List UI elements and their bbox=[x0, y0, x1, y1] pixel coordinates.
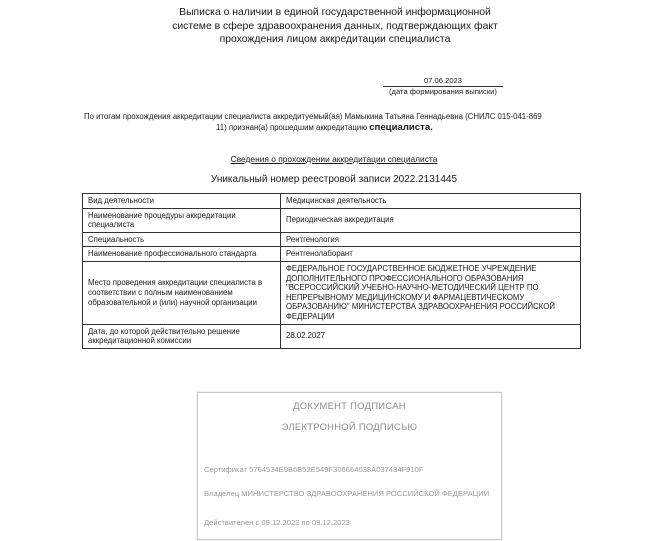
electronic-signature-stamp bbox=[197, 392, 502, 540]
intro-paragraph bbox=[84, 112, 584, 133]
row-label: Место проведения аккредитации специалиста в соответствии с полным наименованием образовательной и (или) научной организации bbox=[83, 261, 281, 324]
row-value: 28.02.2027 bbox=[281, 324, 581, 348]
intro-specialist-word: специалиста. bbox=[369, 121, 433, 133]
table-row bbox=[83, 261, 581, 324]
signature-validity: Действителен с 09.12.2022 по 09.12.2023 bbox=[204, 518, 350, 527]
row-value: Периодическая аккредитация bbox=[281, 208, 581, 232]
accreditation-table bbox=[82, 193, 581, 349]
row-value: ФЕДЕРАЛЬНОЕ ГОСУДАРСТВЕННОЕ БЮДЖЕТНОЕ УЧРЕЖДЕНИЕ ДОПОЛНИТЕЛЬНОГО ПРОФЕССИОНАЛЬНОГО ОБРАЗОВАНИЯ "ВСЕРОССИЙСКИЙ УЧЕБНО-НАУЧНО-МЕТОДИЧЕСКИЙ ЦЕНТР ПО НЕПРЕРЫВНОМУ МЕДИЦИНСКОМУ И ФАРМАЦЕВТИЧЕСКОМУ ОБРАЗОВАНИЮ" МИНИСТЕРСТВА ЗДРАВООХРАНЕНИЯ РОССИЙСКОЙ ФЕДЕРАЦИИ bbox=[281, 261, 581, 324]
intro-line-1: По итогам прохождения аккредитации специалиста аккредитуемый(ая) Мамыкина Татьяна Геннадьевна (СНИЛС 015-041-869 bbox=[84, 112, 542, 121]
table-row bbox=[83, 247, 581, 262]
row-label: Специальность bbox=[83, 232, 281, 247]
issue-date-block bbox=[383, 76, 503, 97]
signature-title-2: ЭЛЕКТРОННОЙ ПОДПИСЬЮ bbox=[281, 421, 418, 432]
row-label: Вид деятельности bbox=[83, 194, 281, 209]
row-label: Дата, до которой действительно решение аккредитационной комиссии bbox=[83, 324, 281, 348]
row-label: Наименование процедуры аккредитации специалиста bbox=[83, 208, 281, 232]
section-title: Сведения о прохождении аккредитации специалиста bbox=[230, 154, 438, 164]
table-row bbox=[83, 232, 581, 247]
intro-line-2-text: 11) признан(а) прошедшим аккредитацию bbox=[216, 122, 368, 132]
signature-owner: Владелец МИНИСТЕРСТВО ЗДРАВООХРАНЕНИЯ РОССИЙСКОЙ ФЕДЕРАЦИИ bbox=[204, 489, 490, 498]
row-label: Наименование профессионального стандарта bbox=[83, 247, 281, 262]
signature-certificate: Сертификат 5764534E9B6B52E549F306664038A037434F910F bbox=[204, 465, 424, 474]
table-row bbox=[83, 208, 581, 232]
document-title bbox=[150, 6, 520, 47]
table-row bbox=[83, 324, 581, 348]
title-line-3: прохождения лицом аккредитации специалиста bbox=[219, 34, 451, 45]
row-value: Рентгенолаборант bbox=[281, 247, 581, 262]
issue-date: 07.06.2023 bbox=[383, 76, 503, 87]
row-value: Медицинская деятельность bbox=[281, 194, 581, 209]
registry-record-number: Уникальный номер реестровой записи 2022.2131445 bbox=[210, 174, 458, 185]
title-line-2: системе в сфере здравоохранения данных, подтверждающих факт bbox=[172, 20, 498, 32]
row-value: Рентгенология bbox=[281, 232, 581, 247]
issue-date-caption: (дата формирования выписки) bbox=[389, 87, 497, 96]
intro-line-2 bbox=[84, 123, 584, 134]
table-row bbox=[83, 194, 581, 209]
signature-title-1: ДОКУМЕНТ ПОДПИСАН bbox=[293, 400, 406, 411]
title-line-1: Выписка о наличии в единой государственной информационной bbox=[179, 7, 491, 18]
